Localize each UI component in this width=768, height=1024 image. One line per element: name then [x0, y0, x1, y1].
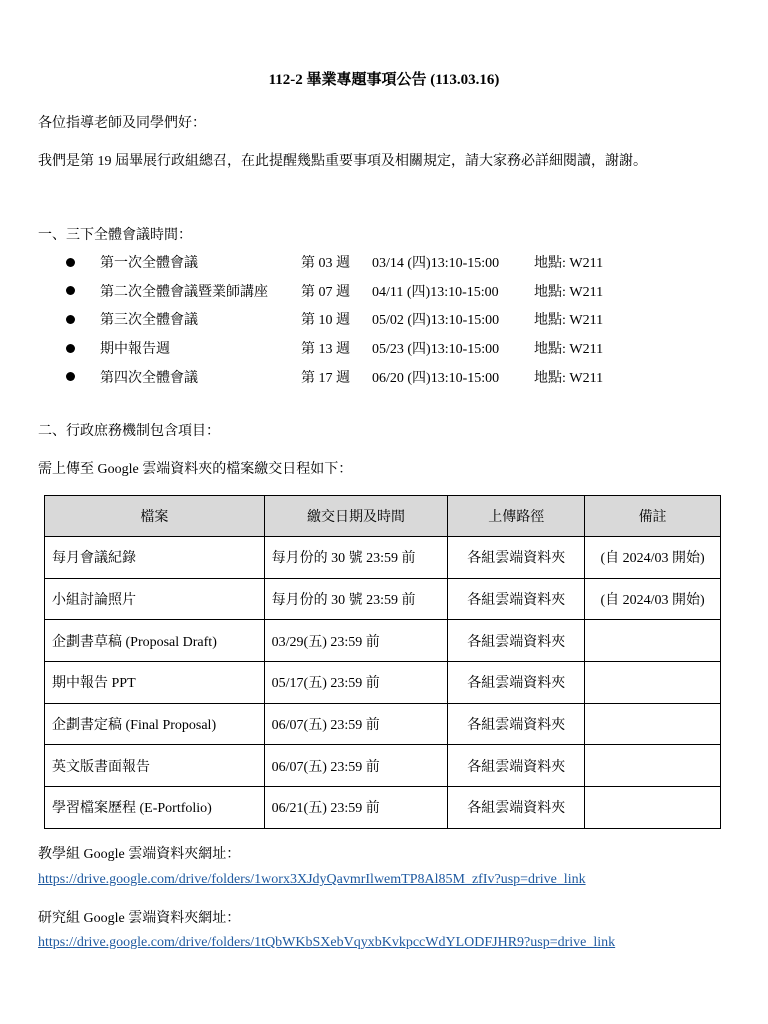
bullet-icon [66, 258, 75, 267]
list-item [66, 334, 603, 363]
column-header-deadline: 繳交日期及時間 [264, 496, 448, 537]
cell-file: 企劃書草稿 (Proposal Draft) [45, 620, 265, 662]
cell-file: 學習檔案歷程 (E-Portfolio) [45, 787, 265, 829]
cell-file: 英文版書面報告 [45, 745, 265, 787]
meeting-name: 第二次全體會議暨業師講座 [100, 284, 268, 300]
table-row [45, 787, 721, 829]
meeting-location: 地點: W211 [534, 370, 604, 386]
bullet-icon [66, 315, 75, 324]
meeting-list [66, 248, 603, 391]
cell-upload-path: 各組雲端資料夾 [448, 787, 585, 829]
cell-deadline: 06/07(五) 23:59 前 [264, 703, 448, 745]
meeting-location: 地點: W211 [534, 313, 604, 329]
cell-upload-path: 各組雲端資料夾 [448, 662, 585, 704]
cell-file: 小組討論照片 [45, 578, 265, 620]
meeting-name: 第三次全體會議 [100, 313, 198, 329]
bullet-icon [66, 344, 75, 353]
cell-file: 企劃書定稿 (Final Proposal) [45, 703, 265, 745]
cell-notes [585, 745, 721, 787]
meeting-time: 03/14 (四)13:10-15:00 [372, 256, 500, 272]
cell-upload-path: 各組雲端資料夾 [448, 745, 585, 787]
cell-notes [585, 662, 721, 704]
meeting-name: 第四次全體會議 [100, 370, 198, 386]
table-row [45, 537, 721, 579]
cell-file: 期中報告 PPT [45, 662, 265, 704]
cell-upload-path: 各組雲端資料夾 [448, 703, 585, 745]
section1-heading: 一、三下全體會議時間： [38, 228, 192, 243]
list-item [66, 362, 603, 391]
research-folder-link[interactable]: https://drive.google.com/drive/folders/1tQbWKbSXebVqyxbKvkpccWdYLODFJHR9?usp=drive_link [38, 935, 616, 950]
table-row [45, 662, 721, 704]
cell-deadline: 03/29(五) 23:59 前 [264, 620, 448, 662]
cell-deadline: 每月份的 30 號 23:59 前 [264, 578, 448, 620]
cell-deadline: 06/21(五) 23:59 前 [264, 787, 448, 829]
list-item [66, 277, 603, 306]
meeting-week: 第 10 週 [301, 313, 350, 329]
table-row [45, 578, 721, 620]
meeting-week: 第 07 週 [301, 284, 350, 300]
meeting-time: 04/11 (四)13:10-15:00 [372, 284, 499, 300]
cell-upload-path: 各組雲端資料夾 [448, 578, 585, 620]
list-item [66, 305, 603, 334]
research-folder-label: 研究組 Google 雲端資料夾網址： [38, 911, 241, 926]
cell-notes [585, 787, 721, 829]
meeting-time: 05/02 (四)13:10-15:00 [372, 313, 500, 329]
intro-paragraph: 我們是第 19 屆畢展行政組總召，在此提醒幾點重要事項及相關規定，請大家務必詳細閱讀，謝謝。 [38, 154, 647, 169]
table-row [45, 745, 721, 787]
cell-deadline: 05/17(五) 23:59 前 [264, 662, 448, 704]
meeting-week: 第 03 週 [301, 256, 350, 272]
cell-file: 每月會議紀錄 [45, 537, 265, 579]
column-header-upload-path: 上傳路徑 [448, 496, 585, 537]
cell-deadline: 每月份的 30 號 23:59 前 [264, 537, 448, 579]
table-row [45, 620, 721, 662]
teaching-folder-label: 教學組 Google 雲端資料夾網址： [38, 847, 241, 862]
section2-subheading: 需上傳至 Google 雲端資料夾的檔案繳交日程如下： [38, 462, 353, 477]
cell-notes [585, 703, 721, 745]
column-header-file: 檔案 [45, 496, 265, 537]
bullet-icon [66, 372, 75, 381]
meeting-location: 地點: W211 [534, 342, 604, 358]
meeting-name: 第一次全體會議 [100, 256, 198, 272]
table-header-row [45, 496, 721, 537]
greeting: 各位指導老師及同學們好： [38, 116, 206, 131]
meeting-time: 05/23 (四)13:10-15:00 [372, 342, 500, 358]
file-schedule-table [44, 495, 721, 829]
teaching-folder-link[interactable]: https://drive.google.com/drive/folders/1worx3XJdyQavmrIlwemTP8Al85M_zfIv?usp=drive_link [38, 872, 586, 887]
column-header-notes: 備註 [585, 496, 721, 537]
cell-upload-path: 各組雲端資料夾 [448, 537, 585, 579]
page-title: 112-2 畢業專題事項公告 (113.03.16) [268, 72, 500, 88]
table-row [45, 703, 721, 745]
cell-upload-path: 各組雲端資料夾 [448, 620, 585, 662]
meeting-time: 06/20 (四)13:10-15:00 [372, 370, 500, 386]
cell-deadline: 06/07(五) 23:59 前 [264, 745, 448, 787]
section2-heading: 二、行政庶務機制包含項目： [38, 424, 220, 439]
list-item [66, 248, 603, 277]
meeting-location: 地點: W211 [534, 284, 604, 300]
meeting-week: 第 17 週 [301, 370, 350, 386]
meeting-name: 期中報告週 [100, 342, 170, 358]
bullet-icon [66, 286, 75, 295]
cell-notes: (自 2024/03 開始) [585, 537, 721, 579]
cell-notes [585, 620, 721, 662]
meeting-week: 第 13 週 [301, 342, 350, 358]
cell-notes: (自 2024/03 開始) [585, 578, 721, 620]
meeting-location: 地點: W211 [534, 256, 604, 272]
